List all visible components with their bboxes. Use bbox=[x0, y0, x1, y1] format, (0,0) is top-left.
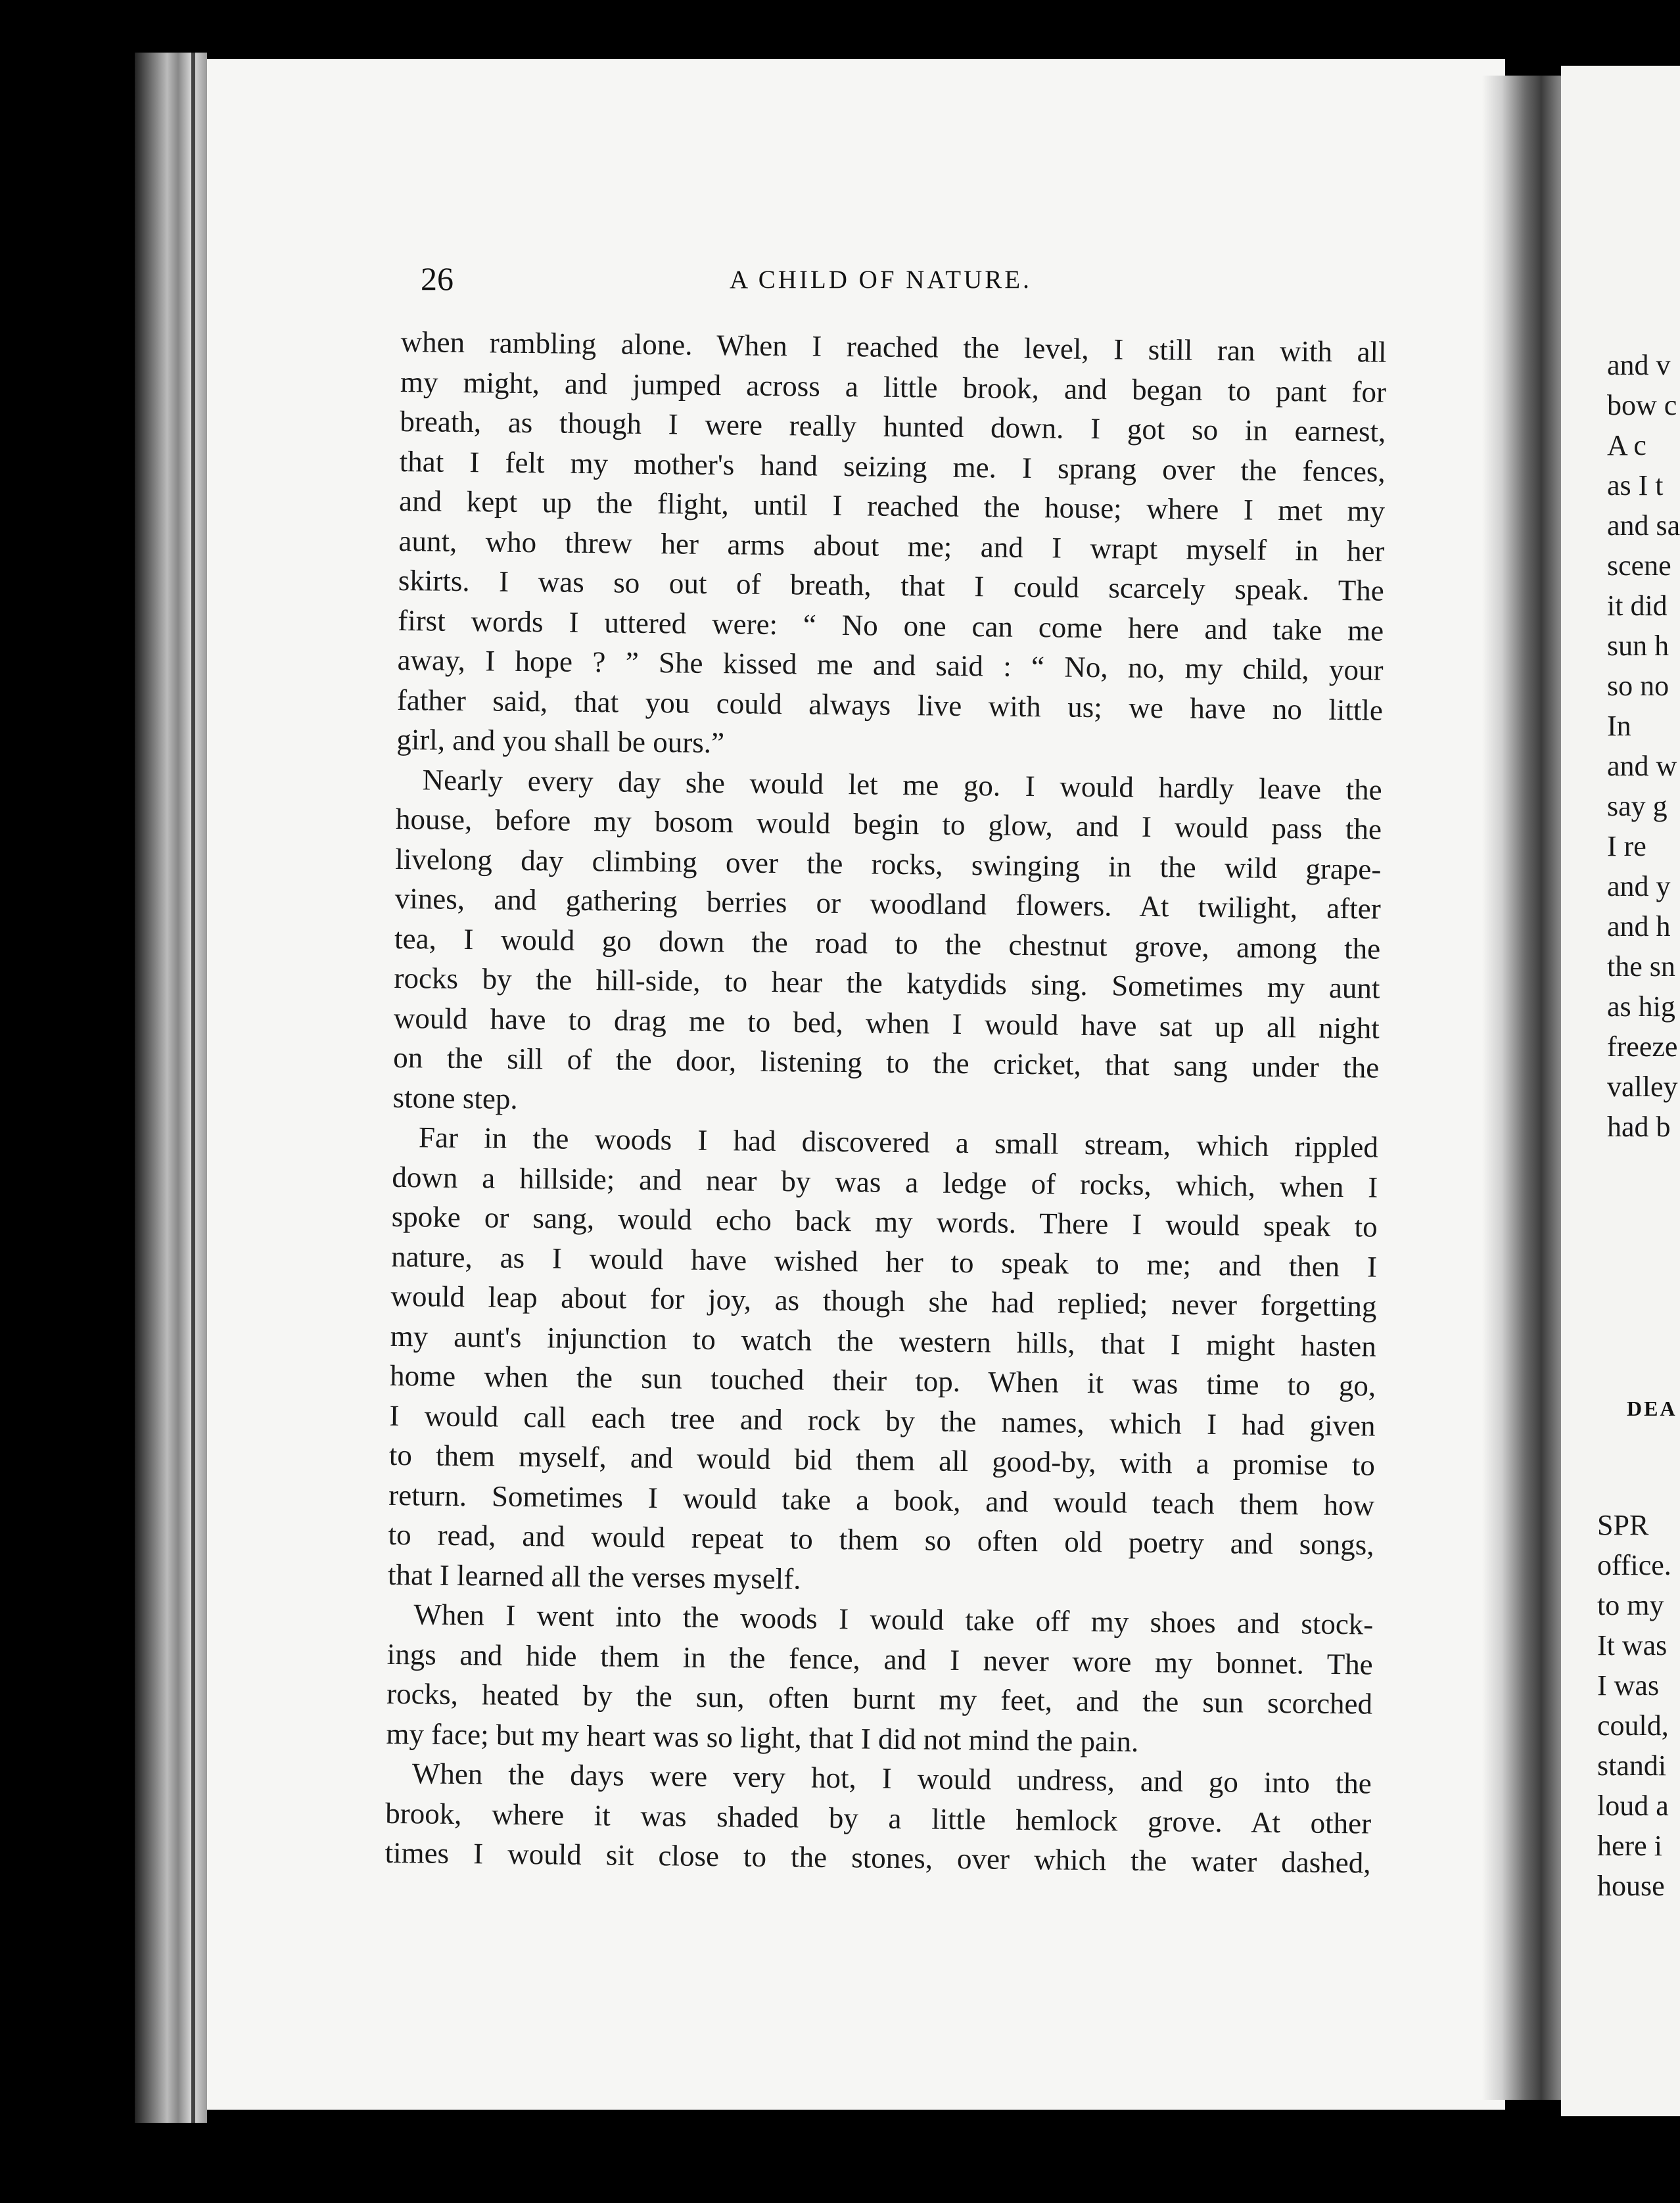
text-line: skirts. I was so out of breath, that I could scarcely speak. The bbox=[398, 563, 1385, 607]
text-line: and kept up the flight, until I reached the house; where I met my bbox=[398, 484, 1386, 528]
text-line: return. Sometimes I would take a book, and would teach them how bbox=[388, 1478, 1375, 1522]
text-line: breath, as though I were really hunted down. I got so in earnest, bbox=[400, 404, 1386, 448]
facing-line: In bbox=[1607, 710, 1631, 742]
facing-line: so no bbox=[1607, 670, 1669, 702]
facing-page-heading: DEA bbox=[1627, 1397, 1677, 1420]
facing-line: It was bbox=[1597, 1629, 1668, 1661]
facing-line: as I t bbox=[1607, 469, 1664, 501]
text-line: would have to drag me to bed, when I would have sat up all night bbox=[393, 1001, 1380, 1045]
facing-line: I re bbox=[1607, 830, 1646, 862]
facing-line: had b bbox=[1607, 1111, 1671, 1143]
text-line: on the sill of the door, listening to the cricket, that sang under the bbox=[393, 1040, 1380, 1084]
text-line: that I felt my mother's hand seizing me. I sprang over the fences, bbox=[399, 444, 1386, 488]
text-line: away, I hope ? ” She kissed me and said : “ No, no, my child, your bbox=[397, 643, 1384, 687]
facing-line: as hig bbox=[1607, 990, 1675, 1023]
text-line: spoke or sang, would echo back my words. There I would speak to bbox=[391, 1199, 1378, 1243]
text-line: my aunt's injunction to watch the western hills, that I might hasten bbox=[390, 1319, 1377, 1363]
text-line: Far in the woods I had discovered a small stream, which rippled bbox=[418, 1121, 1379, 1164]
text-line: would leap about for joy, as though she had replied; never forgetting bbox=[390, 1279, 1377, 1323]
text-line: my might, and jumped across a little brook, and began to pant for bbox=[400, 365, 1387, 409]
text-line: girl, and you shall be ours.” bbox=[396, 722, 725, 760]
text-line: When I went into the woods I would take off my shoes and stock- bbox=[413, 1598, 1374, 1641]
page-gutter bbox=[1482, 76, 1561, 2100]
text-line: vines, and gathering berries or woodland flowers. At twilight, after bbox=[394, 881, 1381, 925]
facing-line: office. bbox=[1597, 1549, 1671, 1581]
facing-line: and sa bbox=[1607, 509, 1680, 542]
text-line: ings and hide them in the fence, and I never wore my bonnet. The bbox=[386, 1637, 1373, 1681]
facing-line: the sn bbox=[1607, 950, 1675, 983]
text-line: to them myself, and would bid them all good-by, with a promise to bbox=[388, 1438, 1376, 1482]
book-spine-edge bbox=[135, 53, 207, 2123]
text-line: home when the sun touched their top. When it was time to go, bbox=[389, 1358, 1376, 1403]
facing-line: house bbox=[1597, 1870, 1665, 1902]
facing-line: I was bbox=[1597, 1669, 1660, 1702]
facing-line: and v bbox=[1607, 349, 1671, 381]
facing-line: valley bbox=[1607, 1071, 1678, 1103]
facing-line: A c bbox=[1607, 429, 1646, 461]
text-line: rocks, heated by the sun, often burnt my feet, and the sun scorched bbox=[386, 1677, 1373, 1721]
text-line: to read, and would repeat to them so often old poetry and songs, bbox=[388, 1518, 1374, 1562]
facing-line: here i bbox=[1597, 1830, 1662, 1862]
facing-line: standi bbox=[1597, 1750, 1667, 1782]
facing-line: and h bbox=[1607, 910, 1671, 942]
text-line: tea, I would go down the road to the chestnut grove, among the bbox=[394, 921, 1381, 965]
facing-line: sun h bbox=[1607, 630, 1669, 662]
text-line: down a hillside; and near by was a ledge of rocks, which, when I bbox=[392, 1160, 1378, 1204]
text-line: Nearly every day she would let me go. I would hardly leave the bbox=[422, 762, 1382, 806]
body-text bbox=[385, 322, 1387, 1883]
text-line: that I learned all the verses myself. bbox=[387, 1558, 801, 1595]
text-line: aunt, who threw her arms about me; and I wrapt myself in her bbox=[398, 524, 1385, 568]
text-line: when rambling alone. When I reached the level, I still ran with all bbox=[400, 325, 1387, 369]
facing-line: it did bbox=[1607, 590, 1668, 622]
running-head bbox=[421, 260, 1380, 299]
facing-line: loud a bbox=[1597, 1790, 1669, 1822]
facing-line: could, bbox=[1597, 1709, 1669, 1742]
facing-page-text-top bbox=[1607, 345, 1680, 1147]
text-line: brook, where it was shaded by a little hemlock grove. At other bbox=[385, 1796, 1372, 1840]
facing-line: and w bbox=[1607, 750, 1677, 782]
text-line: first words I uttered were: “ No one can come here and take me bbox=[397, 603, 1384, 647]
text-line: house, before my bosom would begin to glow, and I would pass the bbox=[395, 802, 1382, 846]
facing-line: SPR bbox=[1597, 1509, 1649, 1541]
facing-line: to my bbox=[1597, 1589, 1664, 1621]
text-line: When the days were very hot, I would undress, and go into the bbox=[411, 1757, 1372, 1800]
text-line: stone step. bbox=[392, 1080, 518, 1115]
running-title: A CHILD OF NATURE. bbox=[730, 266, 1032, 294]
page-number: 26 bbox=[421, 260, 454, 297]
facing-line: bow c bbox=[1607, 389, 1677, 421]
text-line: my face; but my heart was so light, that I did not mind the pain. bbox=[386, 1717, 1139, 1758]
facing-line: and y bbox=[1607, 870, 1671, 902]
text-line: livelong day climbing over the rocks, swinging in the wild grape- bbox=[395, 842, 1382, 886]
text-line: father said, that you could always live with us; we have no little bbox=[396, 683, 1384, 727]
facing-line: freeze bbox=[1607, 1031, 1678, 1063]
text-line: rocks by the hill-side, to hear the katydids sing. Sometimes my aunt bbox=[394, 961, 1380, 1005]
text-line: I would call each tree and rock by the names, which I had given bbox=[389, 1399, 1376, 1443]
facing-line: scene bbox=[1607, 549, 1671, 582]
text-line: nature, as I would have wished her to speak to me; and then I bbox=[390, 1240, 1378, 1284]
facing-page-text-bottom bbox=[1597, 1505, 1680, 1906]
text-line: times I would sit close to the stones, over which the water dashed, bbox=[385, 1836, 1371, 1880]
facing-line: say g bbox=[1607, 790, 1668, 822]
